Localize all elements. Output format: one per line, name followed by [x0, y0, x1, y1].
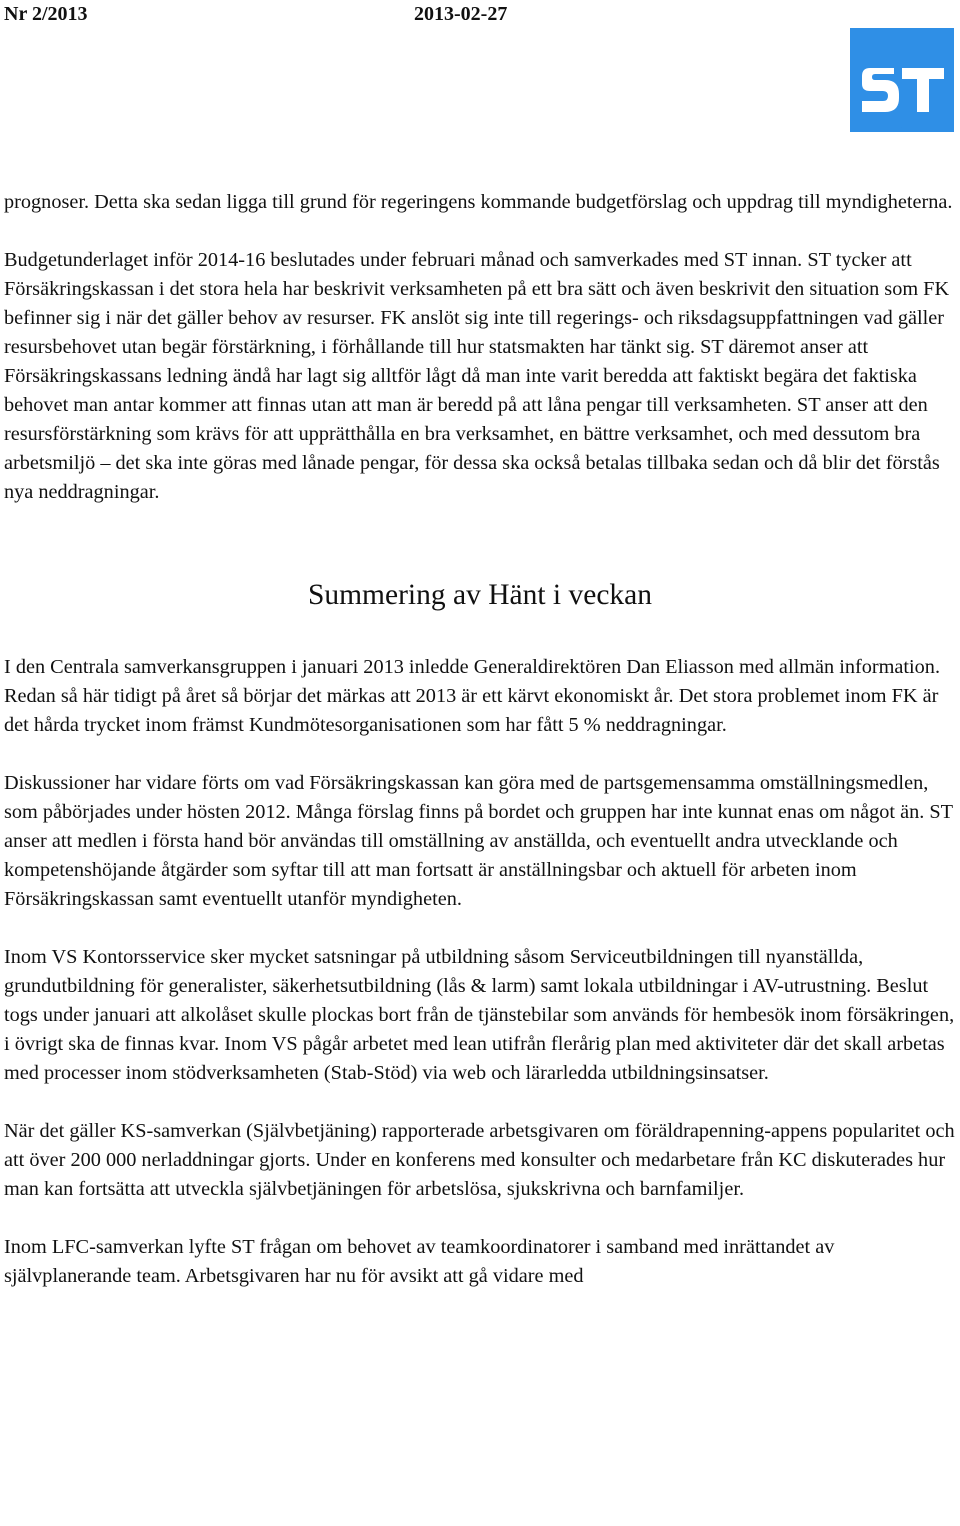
paragraph: prognoser. Detta ska sedan ligga till grund för regeringens kommande budgetförslag och uppdrag till myndigheterna. [4, 191, 953, 213]
paragraph: I den Centrala samverkansgruppen i januari 2013 inledde Generaldirektören Dan Eliasson med allmän information. Redan så här tidigt på året så börjar det märkas att 2013 är ett kärvt ekonomiskt år. Det stora problemet inom FK är det hårda trycket inom främst Kundmötesorganisationen som har fått 5 % neddragningar. [4, 656, 941, 736]
section-title: Summering av Hänt i veckan [307, 579, 653, 611]
paragraph: Diskussioner har vidare förts om vad Försäkringskassan kan göra med de partsgemensamma omställningsmedlen, som påbörjades under hösten 2012. Många förslag finns på bordet och gruppen har inte kunnat enas om något än. ST anser att medlen i första hand bör användas till omställning av anställda, och eventuellt andra utvecklande och kompetenshöjande åtgärder som syftar till att man fortsatt är anställningsbar och aktuell för arbeten inom Försäkringskassan samt eventuellt utanför myndigheten. [4, 772, 953, 910]
issue-number: Nr 2/2013 [4, 3, 88, 25]
st-logo-icon [850, 28, 954, 132]
paragraph: Inom LFC-samverkan lyfte ST frågan om behovet av teamkoordinatorer i samband med inrättandet av självplanerande team. Arbetsgivaren har nu för avsikt att gå vidare med [4, 1236, 835, 1287]
logo-text: ST [901, 128, 903, 129]
paragraph: När det gäller KS-samverkan (Självbetjäning) rapporterade arbetsgivaren om föräldrapenning-appens popularitet och att över 200 000 nerladdningar gjorts. Under en konferens med konsulter och medarbetare från KC diskuterades hur man kan fortsätta att utveckla självbetjäningen för arbetslösa, sjukskrivna och barnfamiljer. [4, 1120, 955, 1200]
paragraph: Budgetunderlaget inför 2014-16 beslutades under februari månad och samverkades med ST innan. ST tycker att Försäkringskassan i det stora hela har beskrivit verksamheten på ett bra sätt och även beskrivit den situation som FK befinner sig i när det gäller behov av resurser. FK anslöt sig inte till regerings- och riksdagsuppfattningen vad gäller resursbehovet utan begär förstärkning, i förhållande till hur statsmakten har tänkt sig. ST däremot anser att Försäkringskassans ledning ändå har lagt sig alltför lågt då man inte varit beredda att faktiskt begära det faktiska behovet man antar kommer att finnas utan att man är beredd på att låna pengar till verksamheten. ST anser att den resursförstärkning som krävs för att upprätthålla en bra verksamhet, en bättre verksamhet, och med dessutom bra arbetsmiljö – det ska inte göras med lånade pengar, för dessa ska också betalas tillbaka sedan och då blir det förstås nya neddragningar. [4, 249, 950, 503]
st-logo [850, 28, 954, 132]
paragraph: Inom VS Kontorsservice sker mycket satsningar på utbildning såsom Serviceutbildningen till nyanställda, grundutbildning för generalister, säkerhetsutbildning (lås & larm) samt lokala utbildningar i AV-utrustning. Beslut togs under januari att alkolåset skulle plockas bort från de tjänstebilar som används för hembesök inom försäkringen, i övrigt ska de finnas kvar. Inom VS pågår arbetet med lean utifrån flerårig plan med aktiviteter där det skall arbetas med processer inom stödverksamheten (Stab-Stöd) via web och lärarledda utbildningsinsatser. [4, 946, 955, 1084]
page-header [4, 0, 544, 30]
article-content [4, 188, 956, 1291]
issue-date: 2013-02-27 [414, 3, 508, 25]
